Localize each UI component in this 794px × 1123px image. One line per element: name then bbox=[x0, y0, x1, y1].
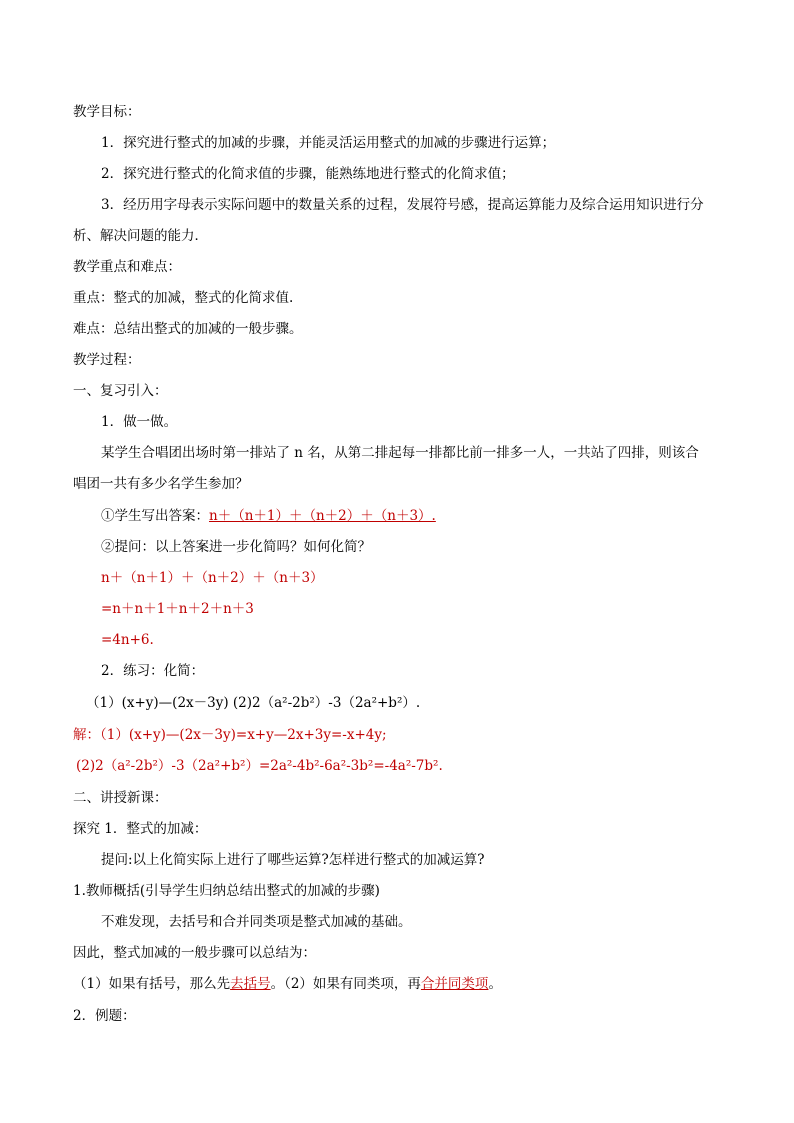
solution-1: （1）(x+y)—(2x－3y)=x+y—2x+3y=-x+4y; bbox=[100, 727, 387, 743]
therefore-line: 因此，整式加减的一般步骤可以总结为： bbox=[73, 945, 316, 961]
item-try-it: 1．做一做。 bbox=[101, 414, 178, 430]
simplify-step-2: =n＋n＋1＋n＋2＋n＋3 bbox=[101, 601, 254, 617]
solution-line-1 bbox=[73, 727, 387, 743]
answer-line bbox=[101, 508, 436, 524]
section-review-intro: 一、复习引入： bbox=[73, 383, 168, 399]
exercise-expressions: （1）(x+y)—(2x－3y) (2)2（a²-2b²）-3（2a²+b²）. bbox=[86, 695, 421, 711]
example-heading: 2．例题： bbox=[73, 1008, 136, 1024]
heading-teaching-process: 教学过程： bbox=[73, 352, 141, 368]
simplify-step-3: =4n+6. bbox=[101, 632, 154, 648]
solution-label: 解： bbox=[73, 727, 100, 743]
key-point: 重点：整式的加减，整式的化简求值. bbox=[73, 290, 294, 306]
steps-remove-brackets: 去括号 bbox=[230, 976, 271, 992]
teacher-summary: 1.教师概括(引导学生归纳总结出整式的加减的步骤) bbox=[73, 883, 380, 899]
steps-end: 。 bbox=[488, 976, 502, 992]
goal-item-2: 2．探究进行整式的化简求值的步骤，能熟练地进行整式的化简求值； bbox=[101, 166, 515, 182]
solution-2: (2)2（a²-2b²）-3（2a²+b²）=2a²-4b²-6a²-3b²=-4a²-7b². bbox=[76, 758, 443, 774]
goal-item-1: 1．探究进行整式的加减的步骤，并能灵活运用整式的加减的步骤进行运算； bbox=[101, 135, 556, 151]
prompt-question: 提问:以上化简实际上进行了哪些运算?怎样进行整式的加减运算? bbox=[101, 852, 485, 868]
steps-combine-like-terms: 合并同类项 bbox=[420, 976, 489, 992]
steps-part-1: （1）如果有括号，那么先 bbox=[73, 976, 231, 992]
item-exercise: 2．练习：化简： bbox=[101, 663, 205, 679]
goal-item-3-line-1: 3．经历用字母表示实际问题中的数量关系的过程，发展符号感，提高运算能力及综合运用知识进行分 bbox=[101, 197, 704, 213]
heading-key-points: 教学重点和难点： bbox=[73, 259, 181, 275]
answer-label: ①学生写出答案： bbox=[101, 508, 209, 524]
problem-line-1: 某学生合唱团出场时第一排站了 n 名，从第二排起每一排都比前一排多一人，一共站了四排，则该合 bbox=[101, 445, 699, 461]
general-steps-line bbox=[73, 976, 502, 992]
heading-teaching-goals: 教学目标： bbox=[73, 104, 141, 120]
difficult-point: 难点：总结出整式的加减的一般步骤。 bbox=[73, 321, 303, 337]
answer-expression: n＋（n＋1）＋（n＋2）＋（n＋3）. bbox=[209, 508, 436, 524]
question-line: ②提问：以上答案进一步化简吗？如何化简？ bbox=[101, 539, 371, 555]
problem-line-2: 唱团一共有多少名学生参加？ bbox=[73, 476, 249, 492]
simplify-step-1: n＋（n＋1）＋（n＋2）＋（n＋3） bbox=[101, 570, 324, 586]
steps-part-2: 。（2）如果有同类项，再 bbox=[270, 976, 421, 992]
explore-1-heading: 探究 1．整式的加减： bbox=[73, 821, 208, 837]
goal-item-3-line-2: 析、解决问题的能力． bbox=[73, 228, 208, 244]
section-new-lesson: 二、讲授新课： bbox=[73, 790, 168, 806]
observation: 不难发现，去括号和合并同类项是整式加减的基础。 bbox=[101, 914, 412, 930]
